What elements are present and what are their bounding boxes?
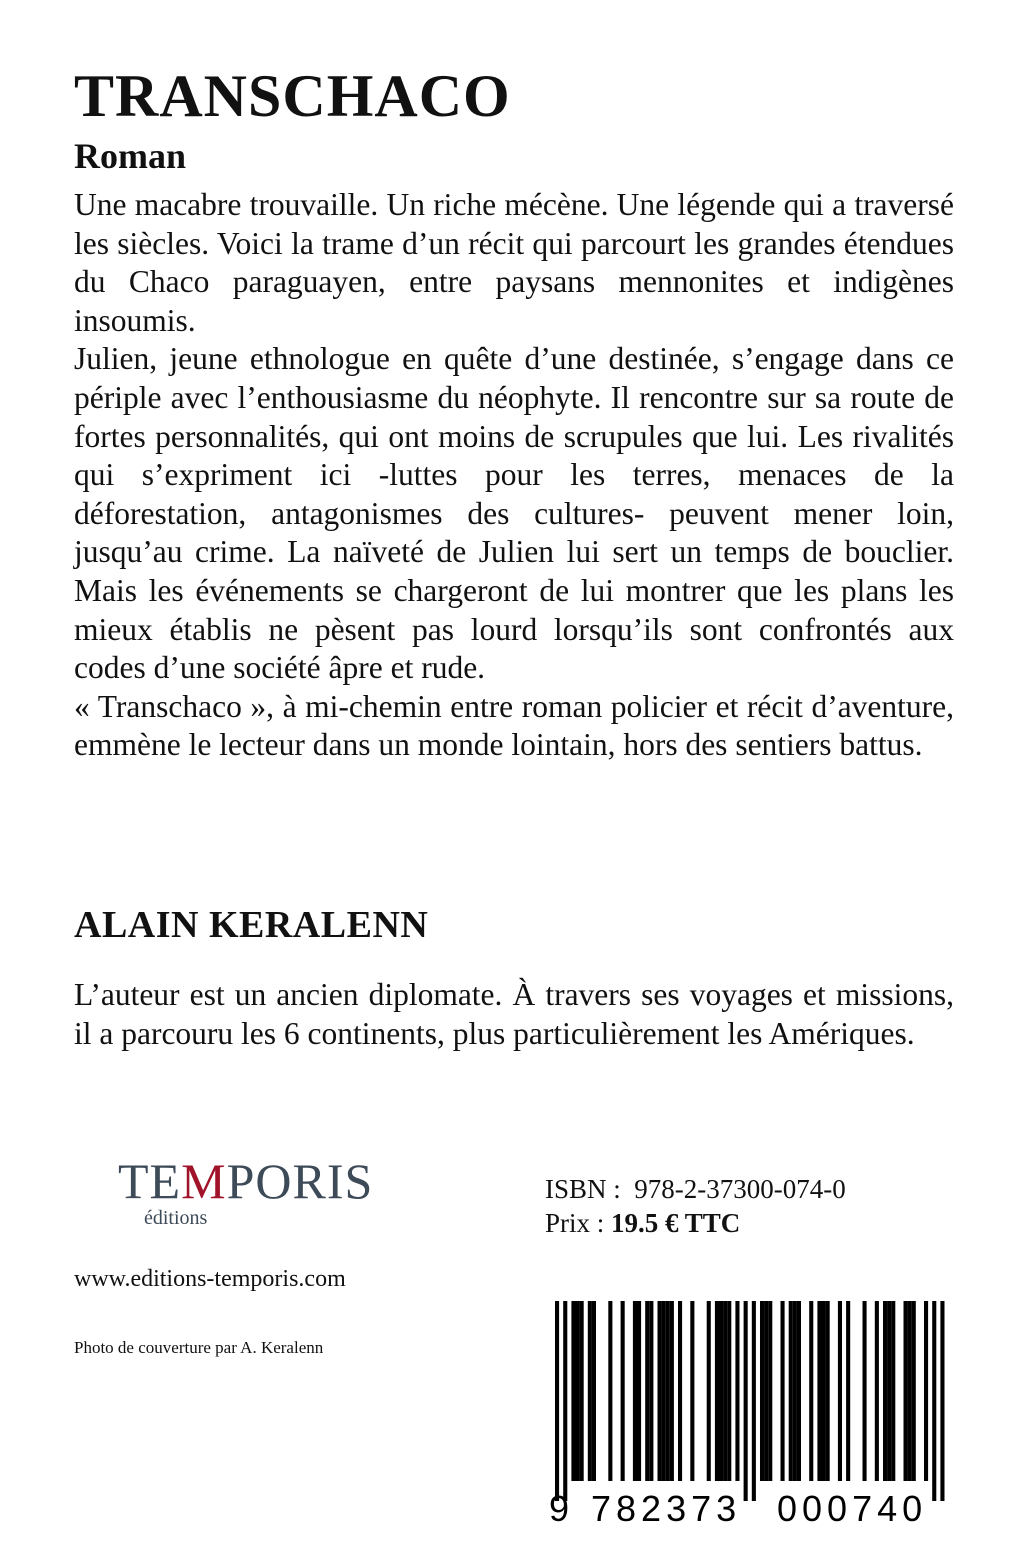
logo-accent-letter: M (181, 1153, 227, 1209)
barcode-bar (555, 1301, 559, 1501)
author-bio: L’auteur est un ancien diplomate. À travers ses voyages et missions, il a parcouru les 6 continents, plus particulièrement les Amériques. (74, 977, 954, 1051)
barcode-bar (576, 1301, 580, 1481)
barcode-bar (932, 1301, 936, 1501)
barcode-bar (727, 1301, 731, 1481)
barcode-bar (645, 1301, 649, 1481)
barcode-bar (904, 1301, 908, 1481)
barcode-bar (735, 1301, 739, 1481)
barcode-right-digits: 000740 (777, 1488, 928, 1529)
barcode-bar (793, 1301, 797, 1481)
barcode-bar (908, 1301, 912, 1481)
publisher-logo (118, 1153, 374, 1229)
isbn-label: ISBN : (545, 1174, 621, 1204)
barcode-bar (768, 1301, 772, 1481)
barcode-bar (608, 1301, 612, 1481)
barcode-bar (592, 1301, 596, 1481)
barcode-bar (912, 1301, 916, 1481)
blurb-paragraph-2: Julien, jeune ethnologue en quête d’une destinée, s’engage dans ce périple avec l’enthousiasme du néophyte. Il rencontre sur sa route de fortes personnalités, qui ont moins de scrupules que lui. Les rivalités qui s’expriment ici -luttes pour les terres, menaces de la déforestation, antagonismes des cultures- peuvent mener loin, jusqu’au crime. La naïveté de Julien lui sert un temps de bouclier. Mais les événements se chargeront de lui montrer que les plans les mieux établis ne pèsent pas lourd lorsqu’ils sont confrontés aux codes d’une société âpre et rude. (74, 341, 954, 686)
barcode-bar (863, 1301, 867, 1481)
barcode-bar (678, 1301, 682, 1481)
book-title: TRANSCHACO (74, 63, 511, 129)
barcode-bar (633, 1301, 637, 1481)
blurb-paragraph-3: « Transchaco », à mi-chemin entre roman policier et récit d’aventure, emmène le lecteur dans un monde lointain, hors des sentiers battus. (74, 688, 954, 763)
publisher-website: www.editions-temporis.com (74, 1266, 346, 1292)
barcode-bar (658, 1301, 662, 1481)
barcode-bar (887, 1301, 891, 1481)
barcode-bar (764, 1301, 768, 1481)
barcode-bar (707, 1301, 711, 1481)
barcode-bar (715, 1301, 719, 1481)
barcode-bar (662, 1301, 666, 1481)
barcode-bar (940, 1301, 944, 1501)
barcode-bar (822, 1301, 826, 1481)
price-row (545, 1206, 846, 1240)
barcode-bar (891, 1301, 895, 1481)
barcode-bar (826, 1301, 830, 1481)
logo-part-2: PORIS (226, 1153, 374, 1209)
barcode-bar (621, 1301, 625, 1481)
barcode-bar (875, 1301, 879, 1481)
barcode-bar (637, 1301, 641, 1481)
barcode-bar (846, 1301, 850, 1481)
isbn-value: 978-2-37300-074-0 (634, 1174, 846, 1204)
barcode-bar (666, 1301, 670, 1481)
barcode-bar (723, 1301, 727, 1481)
barcode-bar (789, 1301, 793, 1481)
book-genre: Roman (74, 136, 187, 176)
barcode-lead-digit: 9 (549, 1488, 570, 1529)
barcode (543, 1301, 953, 1541)
price-label: Prix : (545, 1208, 605, 1238)
barcode-bar (563, 1301, 567, 1501)
photo-credit: Photo de couverture par A. Keralenn (74, 1338, 324, 1357)
barcode-bar (588, 1301, 592, 1481)
barcode-bar (670, 1301, 674, 1481)
barcode-left-digits: 782373 (591, 1488, 742, 1529)
barcode-bar (719, 1301, 723, 1481)
barcode-bar (760, 1301, 764, 1481)
barcode-bar (924, 1301, 928, 1481)
barcode-bar (580, 1301, 584, 1481)
isbn-row (545, 1172, 846, 1206)
publisher-logo-name (118, 1153, 374, 1209)
barcode-bar (817, 1301, 821, 1481)
barcode-bar (744, 1301, 748, 1501)
barcode-bar (883, 1301, 887, 1481)
barcode-bar (797, 1301, 801, 1481)
book-blurb (74, 186, 954, 765)
price-value: 19.5 € TTC (611, 1208, 741, 1238)
barcode-bar (571, 1301, 575, 1481)
barcode-bar (781, 1301, 785, 1481)
logo-part-1: TE (118, 1153, 182, 1209)
barcode-bar (752, 1301, 756, 1501)
barcode-bar (649, 1301, 653, 1481)
barcode-bar (838, 1301, 842, 1481)
author-name: ALAIN KERALENN (74, 904, 429, 946)
blurb-paragraph-1: Une macabre trouvaille. Un riche mécène. Une légende qui a traversé les siècles. Voici la trame d’un récit qui parcourt les grandes étendues du Chaco paraguayen, entre paysans mennonites et indigènes insoumis. (74, 187, 954, 338)
barcode-bar (690, 1301, 694, 1481)
publisher-logo-subtitle: éditions (144, 1207, 208, 1229)
barcode-bar (809, 1301, 813, 1481)
isbn-block (545, 1172, 846, 1240)
barcode-digits (543, 1481, 953, 1537)
